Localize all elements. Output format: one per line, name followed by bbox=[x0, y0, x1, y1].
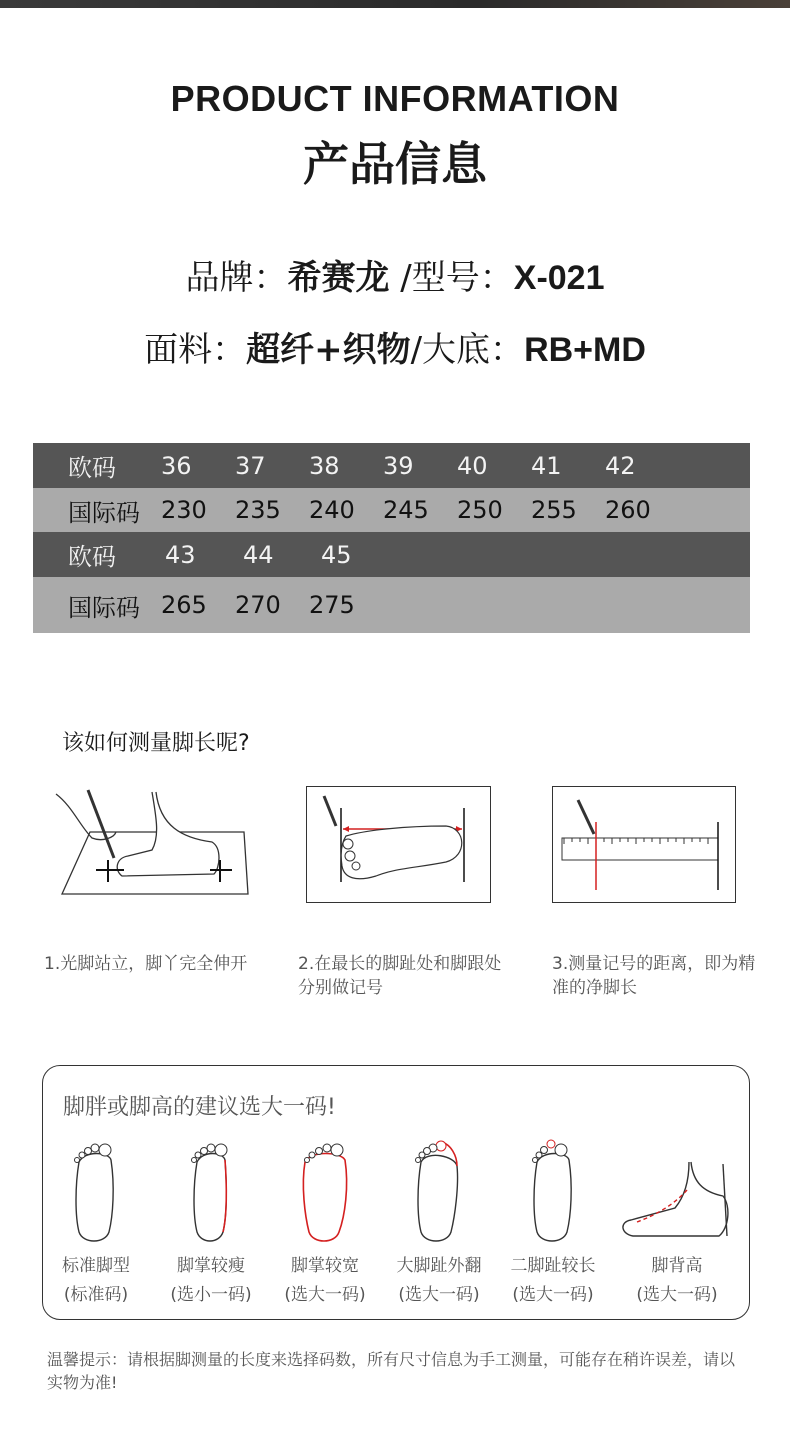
brand-label: 品牌： bbox=[185, 258, 288, 298]
foot-type-label bbox=[493, 1252, 613, 1310]
step1-text: 1.光脚站立，脚丫完全伸开 bbox=[44, 954, 248, 974]
page-title-en: PRODUCT INFORMATION bbox=[170, 78, 620, 119]
size-cell: 250 bbox=[457, 496, 503, 524]
foot-type-label bbox=[265, 1252, 385, 1310]
foot-type-advice: (选大一码) bbox=[398, 1285, 480, 1305]
size-cell: 45 bbox=[321, 540, 352, 569]
foot-type-advice: (选小一码) bbox=[170, 1285, 252, 1305]
size-row-label: 国际码 bbox=[68, 593, 140, 622]
size-cell: 40 bbox=[457, 451, 488, 480]
size-cell: 42 bbox=[605, 451, 636, 480]
brand-value: 希赛龙 bbox=[287, 258, 390, 298]
model-value: X-021 bbox=[513, 259, 605, 297]
foot-type-label bbox=[617, 1252, 737, 1310]
step3-text: 3.测量记号的距离，即为精准的净脚长 bbox=[552, 954, 756, 998]
foot-type-advice: (选大一码) bbox=[636, 1285, 718, 1305]
size-cell: 44 bbox=[243, 540, 274, 569]
size-cell: 270 bbox=[235, 591, 281, 619]
size-row-intl-2 bbox=[33, 577, 750, 633]
material-label: 面料： bbox=[144, 330, 247, 370]
foot-type-panel bbox=[42, 1065, 750, 1320]
size-table bbox=[33, 443, 750, 633]
step2-text: 2.在最长的脚趾处和脚跟处分别做记号 bbox=[298, 954, 502, 998]
size-cell: 240 bbox=[309, 496, 355, 524]
size-cell: 41 bbox=[531, 451, 562, 480]
foot-type-title: 脚胖或脚高的建议选大一码! bbox=[63, 1095, 336, 1120]
brand-model-line bbox=[0, 250, 790, 299]
size-cell: 245 bbox=[383, 496, 429, 524]
size-cell: 260 bbox=[605, 496, 651, 524]
material-value: 超纤+织物 bbox=[246, 330, 411, 370]
foot-type-name: 脚掌较瘦 bbox=[177, 1256, 245, 1276]
foot-type-label bbox=[151, 1252, 271, 1310]
size-cell: 230 bbox=[161, 496, 207, 524]
step2-illustration bbox=[306, 786, 491, 903]
foot-type-advice: (标准码) bbox=[63, 1285, 129, 1305]
top-banner-strip bbox=[0, 0, 790, 8]
sole-value: RB+MD bbox=[524, 331, 646, 369]
size-note: 温馨提示：请根据脚测量的长度来选择码数，所有尺寸信息为手工测量，可能存在稍许误差，请以实物为准! bbox=[47, 1350, 736, 1392]
long-second-toe-icon bbox=[523, 1136, 583, 1246]
size-row-eu-2 bbox=[33, 532, 750, 577]
model-label: /型号： bbox=[389, 258, 514, 298]
foot-type-name: 脚掌较宽 bbox=[291, 1256, 359, 1276]
size-cell: 43 bbox=[165, 540, 196, 569]
narrow-foot-icon bbox=[181, 1136, 241, 1246]
foot-type-name: 标准脚型 bbox=[62, 1256, 130, 1276]
standard-foot-icon bbox=[65, 1136, 125, 1246]
page-title-cn: 产品信息 bbox=[303, 137, 487, 191]
foot-type-advice: (选大一码) bbox=[284, 1285, 366, 1305]
high-instep-icon bbox=[613, 1136, 733, 1246]
step3-illustration bbox=[552, 786, 736, 903]
measure-title: 该如何测量脚长呢? bbox=[62, 731, 250, 756]
size-row-eu-1 bbox=[33, 443, 750, 488]
sole-label: /大底： bbox=[410, 330, 525, 370]
material-sole-line bbox=[0, 322, 790, 371]
foot-type-label bbox=[379, 1252, 499, 1310]
bunion-foot-icon bbox=[407, 1136, 467, 1246]
size-row-label: 欧码 bbox=[68, 543, 116, 571]
wide-foot-icon bbox=[295, 1136, 355, 1246]
step1-illustration bbox=[52, 786, 262, 901]
size-cell: 275 bbox=[309, 591, 355, 619]
size-cell: 38 bbox=[309, 451, 340, 480]
foot-type-name: 脚背高 bbox=[651, 1256, 703, 1276]
size-row-intl-1 bbox=[33, 488, 750, 532]
foot-type-name: 二脚趾较长 bbox=[510, 1256, 596, 1276]
size-cell: 37 bbox=[235, 451, 266, 480]
size-cell: 255 bbox=[531, 496, 577, 524]
size-row-label: 欧码 bbox=[68, 454, 116, 482]
size-cell: 39 bbox=[383, 451, 414, 480]
size-row-label: 国际码 bbox=[68, 498, 140, 527]
foot-type-name: 大脚趾外翻 bbox=[396, 1256, 482, 1276]
size-cell: 235 bbox=[235, 496, 281, 524]
size-cell: 265 bbox=[161, 591, 207, 619]
foot-type-label bbox=[36, 1252, 156, 1310]
size-cell: 36 bbox=[161, 451, 192, 480]
foot-type-advice: (选大一码) bbox=[512, 1285, 594, 1305]
